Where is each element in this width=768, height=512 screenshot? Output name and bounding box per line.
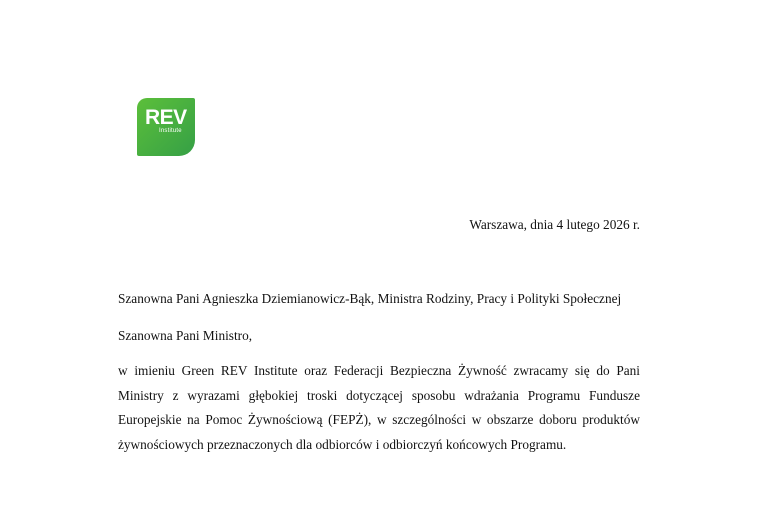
body-line: Ministry z wyrazami głębokiej troski dotyczącej sposobu wdrażania Programu Fundusze [118,387,640,403]
letter-salutation: Szanowna Pani Ministro, [118,328,253,343]
rev-institute-logo [137,98,195,156]
logo-institute-text: Institute [159,128,182,134]
body-line: żywnościowych przeznaczonych dla odbiorców i odbiorczyń końcowych Programu. [118,436,567,452]
body-line: w imieniu Green REV Institute oraz Federacji Bezpieczna Żywność zwracamy się do Pani [118,363,640,378]
letter-date: Warszawa, dnia 4 lutego 2026 r. [469,217,640,232]
body-line: Europejskie na Pomoc Żywnościową (FEPŻ), w szczególności w obszarze doboru produktów [118,412,640,427]
letter-body [118,362,640,460]
logo-rev-text: REV [145,106,187,129]
letter-addressee: Szanowna Pani Agnieszka Dziemianowicz-Bąk, Ministra Rodziny, Pracy i Polityki Społecznej [118,291,622,306]
